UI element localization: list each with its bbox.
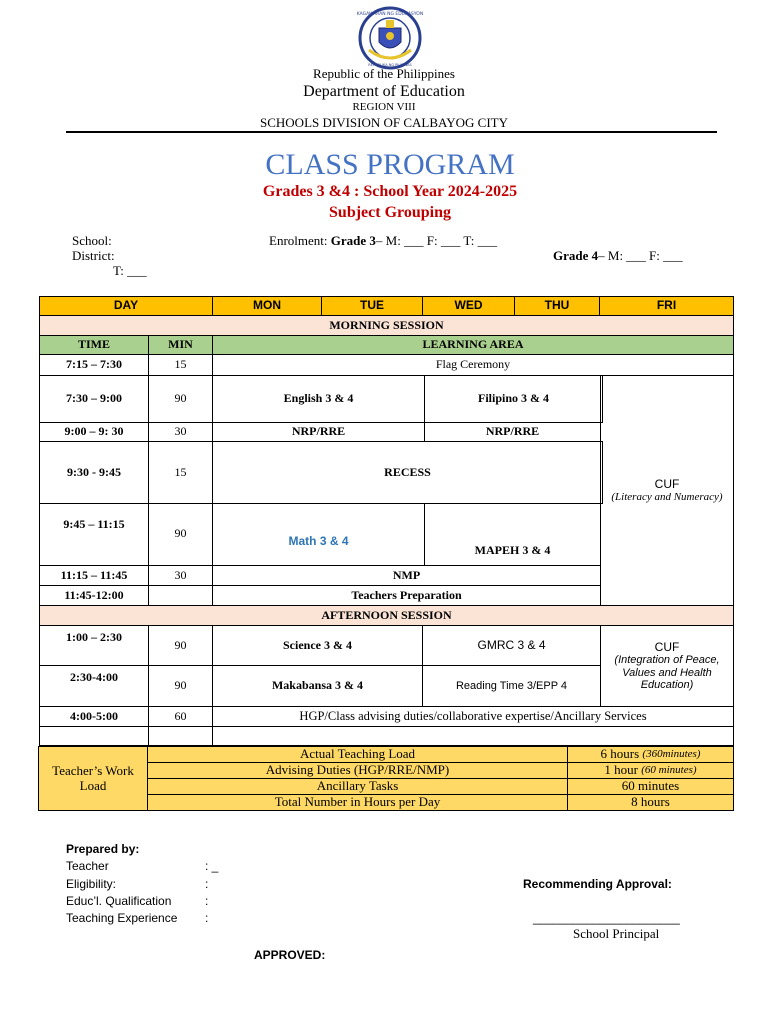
empty-cell [39,726,149,746]
workload-item-value: 8 hours [567,794,734,811]
t-label: T: ___ [113,263,147,278]
subtitle-grouping: Subject Grouping [329,204,451,221]
grade4-fields: – M: ___ F: ___ [598,248,683,263]
makabansa-cell: Makabansa 3 & 4 [212,665,423,707]
signature-line: ______________________ [533,911,680,925]
approved-label: APPROVED: [254,948,326,962]
gmrc-cell: GMRC 3 & 4 [422,625,601,666]
workload-item-name: Actual Teaching Load [147,746,568,763]
row-min: 90 [148,665,213,707]
recommending-approval-label: Recommending Approval: [523,877,672,891]
workload-item-value: 60 minutes [567,778,734,795]
cuf-afternoon-cell [600,625,734,707]
row-min: 90 [148,625,213,666]
teacher-colon: : _ [205,859,219,873]
svg-text:KAGAWARAN NG EDUKASYON: KAGAWARAN NG EDUKASYON [356,12,424,17]
recess-cell: RECESS [212,441,603,504]
row-min: 90 [148,503,213,566]
day-fri: FRI [599,296,734,316]
workload-item-name: Advising Duties (HGP/RRE/NMP) [147,762,568,779]
grade3-label: Grade 3 [330,233,376,248]
day-tue: TUE [321,296,423,316]
workload-item-name: Ancillary Tasks [147,778,568,795]
row-time: 9:00 – 9: 30 [39,422,149,442]
enrolment-label: Enrolment: [269,233,328,248]
workload-item-value [567,746,734,763]
row-min: 15 [148,441,213,504]
grade3-fields: – M: ___ F: ___ T: ___ [375,233,498,248]
grade4-label: Grade 4 [553,248,599,263]
empty-cell [148,726,213,746]
day-wed: WED [422,296,515,316]
nrp-rre-cell: NRP/RRE [212,422,425,442]
row-min [148,585,213,606]
afternoon-session-header: AFTERNOON SESSION [39,605,734,626]
header-division: SCHOOLS DIVISION OF CALBAYOG CITY [260,115,508,130]
row-min: 60 [148,706,213,727]
row-time: 2:30-4:00 [39,665,149,707]
deped-seal [355,6,425,70]
row-time: 11:45-12:00 [39,585,149,606]
workload-item-value [567,762,734,779]
row-time: 7:15 – 7:30 [39,354,149,376]
educ-colon: : [205,894,209,908]
cuf-morning-cell [600,375,734,606]
morning-session-header: MORNING SESSION [39,315,734,336]
mapeh-cell: MAPEH 3 & 4 [424,503,601,566]
enrolment-grade4 [553,249,683,262]
header-region: REGION VIII [352,101,416,113]
filipino-cell: Filipino 3 & 4 [424,375,603,423]
row-time: 9:30 - 9:45 [39,441,149,504]
day-header: DAY [39,296,213,316]
svg-text:REPUBLIKA NG PILIPINAS: REPUBLIKA NG PILIPINAS [368,63,412,67]
math-cell: Math 3 & 4 [212,503,425,566]
science-cell: Science 3 & 4 [212,625,423,666]
cuf-label: CUF [654,476,680,491]
teaching-experience-label: Teaching Experience [66,911,178,925]
eligibility-label: Eligibility: [66,877,117,891]
subtitle-grades: Grades 3 &4 : School Year 2024-2025 [262,183,518,200]
row-time: 7:30 – 9:00 [39,375,149,423]
reading-time-cell: Reading Time 3/EPP 4 [422,665,601,707]
row-min: 30 [148,565,213,586]
cuf-note: (Literacy and Numeracy) [611,491,723,504]
learning-area-header: LEARNING AREA [212,335,734,355]
min-header: MIN [148,335,213,355]
day-mon: MON [212,296,322,316]
day-thu: THU [514,296,600,316]
eligibility-colon: : [205,877,209,891]
flag-ceremony-cell: Flag Ceremony [212,354,734,376]
row-time: 9:45 – 11:15 [39,503,149,566]
workload-label: Teacher’s Work Load [38,746,148,811]
row-min: 15 [148,354,213,376]
nrp-rre-cell-2: NRP/RRE [424,422,601,442]
row-min: 30 [148,422,213,442]
school-label: School: [72,233,112,248]
enrolment-grade3 [269,234,497,247]
nmp-cell: NMP [212,565,601,586]
workload-note: (60 minutes) [641,764,697,777]
workload-item-name: Total Number in Hours per Day [147,794,568,811]
cuf-label: CUF [654,640,680,655]
empty-cell [212,726,734,746]
header-republic: Republic of the Philippines [313,66,455,81]
cuf-note: (Integration of Peace, Values and Health Education) [614,654,720,691]
school-principal-label: School Principal [573,926,660,941]
hgp-ancillary-cell: HGP/Class advising duties/collaborative expertise/Ancillary Services [212,706,734,727]
time-header: TIME [39,335,149,355]
prepared-by-label: Prepared by: [66,842,140,856]
row-time: 1:00 – 2:30 [39,625,149,666]
row-min: 90 [148,375,213,423]
row-time: 4:00-5:00 [39,706,149,727]
row-time: 11:15 – 11:45 [39,565,149,586]
experience-colon: : [205,911,209,925]
workload-note: (360minutes) [642,748,701,761]
teachers-preparation-cell: Teachers Preparation [212,585,601,606]
workload-value: 6 hours [600,746,640,762]
header-rule [66,131,717,133]
header-department: Department of Education [303,83,465,100]
workload-value: 1 hour [604,762,639,778]
educ-qualification-label: Educ’l. Qualification [66,894,172,908]
page-title: CLASS PROGRAM [265,148,515,181]
teacher-label: Teacher [66,859,109,873]
english-cell: English 3 & 4 [212,375,425,423]
district-label: District: [72,248,115,263]
